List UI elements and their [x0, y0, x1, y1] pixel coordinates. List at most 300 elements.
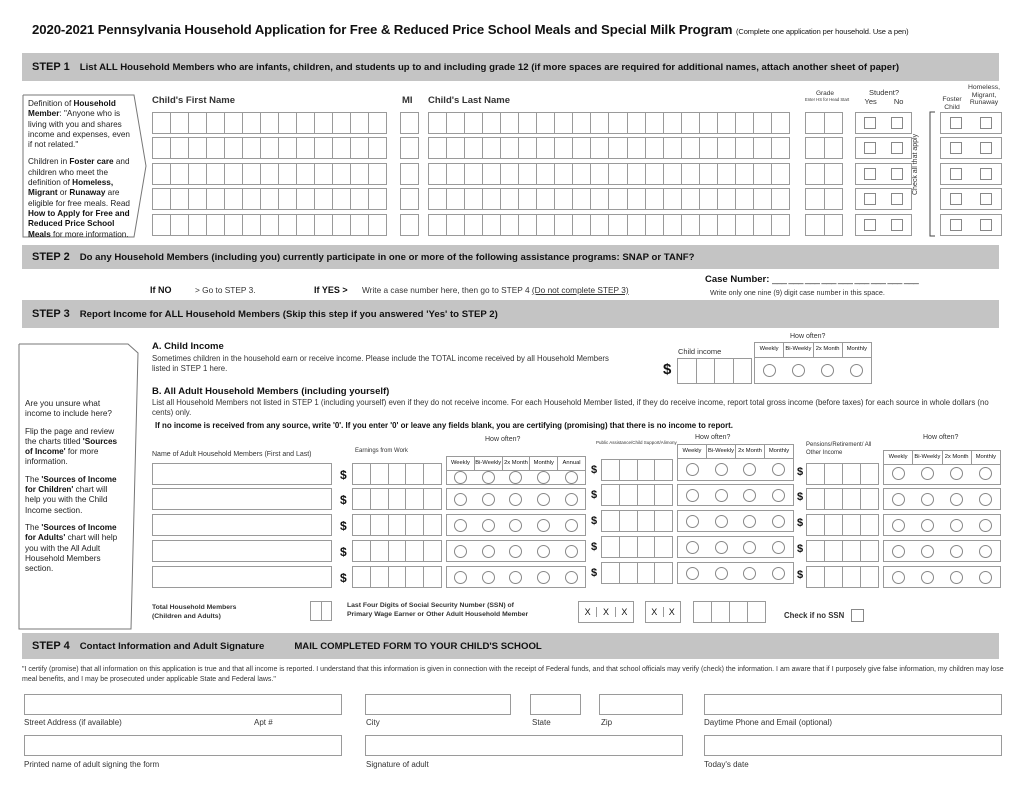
char-box[interactable]: [279, 215, 297, 235]
char-box[interactable]: [646, 113, 664, 133]
work-freq-radio[interactable]: [537, 519, 550, 532]
pension-freq-radio[interactable]: [950, 545, 963, 558]
char-box[interactable]: [261, 215, 279, 235]
char-box[interactable]: [406, 541, 424, 561]
work-freq-radio[interactable]: [565, 571, 578, 584]
char-box[interactable]: [189, 113, 207, 133]
char-box[interactable]: [700, 164, 718, 184]
char-box[interactable]: [664, 215, 682, 235]
char-box[interactable]: [333, 189, 351, 209]
public-assistance-input[interactable]: [601, 536, 673, 558]
work-freq-radio[interactable]: [509, 493, 522, 506]
char-box[interactable]: [225, 113, 243, 133]
char-box[interactable]: [628, 215, 646, 235]
char-box[interactable]: [207, 113, 225, 133]
char-box[interactable]: [371, 515, 389, 535]
char-box[interactable]: [401, 215, 418, 235]
char-box[interactable]: [682, 189, 700, 209]
char-box[interactable]: [261, 189, 279, 209]
total-members-input[interactable]: [310, 601, 332, 621]
char-box[interactable]: [501, 113, 519, 133]
char-box[interactable]: [772, 164, 789, 184]
ssn-last-four-input[interactable]: [693, 601, 766, 623]
case-number-field[interactable]: Case Number: ___ ___ ___ ___ ___ ___ ___ ___ ___: [705, 274, 919, 285]
public-freq-radio[interactable]: [743, 489, 756, 502]
work-freq-radio[interactable]: [454, 519, 467, 532]
child-first-name-input[interactable]: [152, 214, 387, 236]
char-box[interactable]: [465, 113, 483, 133]
char-box[interactable]: [655, 511, 672, 531]
char-box[interactable]: [736, 189, 754, 209]
child-mi-input[interactable]: [400, 188, 419, 210]
earnings-input[interactable]: [352, 566, 442, 588]
char-box[interactable]: [537, 164, 555, 184]
homeless-migrant-runaway-checkbox[interactable]: [980, 168, 992, 180]
child-freq-radio[interactable]: [850, 364, 863, 377]
child-freq-radio[interactable]: [763, 364, 776, 377]
char-box[interactable]: [171, 138, 189, 158]
char-box[interactable]: [700, 113, 718, 133]
work-freq-radio[interactable]: [454, 545, 467, 558]
char-box[interactable]: [153, 164, 171, 184]
char-box[interactable]: [718, 113, 736, 133]
char-box[interactable]: [861, 515, 878, 535]
char-box[interactable]: [447, 215, 465, 235]
public-freq-radio[interactable]: [686, 541, 699, 554]
char-box[interactable]: [369, 113, 386, 133]
char-box[interactable]: [807, 541, 825, 561]
char-box[interactable]: [429, 138, 447, 158]
char-box[interactable]: [591, 113, 609, 133]
public-freq-radio[interactable]: [686, 463, 699, 476]
char-box[interactable]: [424, 515, 441, 535]
char-box[interactable]: [825, 138, 843, 158]
char-box[interactable]: [638, 485, 656, 505]
char-box[interactable]: [609, 113, 627, 133]
work-freq-radio[interactable]: [565, 545, 578, 558]
public-assistance-input[interactable]: [601, 510, 673, 532]
work-freq-radio[interactable]: [454, 471, 467, 484]
child-last-name-input[interactable]: [428, 214, 790, 236]
char-box[interactable]: [655, 460, 672, 480]
child-freq-radio[interactable]: [821, 364, 834, 377]
char-box[interactable]: [501, 138, 519, 158]
char-box[interactable]: [243, 164, 261, 184]
char-box[interactable]: [424, 489, 441, 509]
char-box[interactable]: [483, 215, 501, 235]
char-box[interactable]: [315, 164, 333, 184]
student-yes-checkbox[interactable]: [864, 117, 876, 129]
char-box[interactable]: [225, 138, 243, 158]
child-mi-input[interactable]: [400, 214, 419, 236]
char-box[interactable]: [207, 215, 225, 235]
pension-freq-radio[interactable]: [921, 519, 934, 532]
public-freq-radio[interactable]: [686, 515, 699, 528]
char-box[interactable]: [389, 464, 407, 484]
char-box[interactable]: [602, 511, 620, 531]
char-box[interactable]: [772, 138, 789, 158]
char-box[interactable]: [646, 189, 664, 209]
public-freq-radio[interactable]: [743, 541, 756, 554]
student-yes-checkbox[interactable]: [864, 142, 876, 154]
public-freq-radio[interactable]: [715, 567, 728, 580]
char-box[interactable]: [682, 138, 700, 158]
char-box[interactable]: [638, 563, 656, 583]
char-box[interactable]: [620, 563, 638, 583]
char-box[interactable]: [609, 138, 627, 158]
work-freq-radio[interactable]: [482, 545, 495, 558]
char-box[interactable]: [189, 215, 207, 235]
char-box[interactable]: [638, 460, 656, 480]
char-box[interactable]: [429, 164, 447, 184]
char-box[interactable]: [591, 189, 609, 209]
char-box[interactable]: [736, 113, 754, 133]
char-box[interactable]: [638, 537, 656, 557]
pension-freq-radio[interactable]: [979, 571, 992, 584]
student-yes-checkbox[interactable]: [864, 219, 876, 231]
pension-freq-radio[interactable]: [950, 467, 963, 480]
char-box[interactable]: [369, 164, 386, 184]
char-box[interactable]: [555, 138, 573, 158]
public-freq-radio[interactable]: [743, 463, 756, 476]
char-box[interactable]: [447, 138, 465, 158]
pension-income-input[interactable]: [806, 566, 879, 588]
char-box[interactable]: [225, 215, 243, 235]
char-box[interactable]: [371, 464, 389, 484]
char-box[interactable]: [628, 113, 646, 133]
char-box[interactable]: [351, 215, 369, 235]
pension-freq-radio[interactable]: [979, 519, 992, 532]
pension-freq-radio[interactable]: [921, 493, 934, 506]
char-box[interactable]: [573, 189, 591, 209]
public-freq-radio[interactable]: [772, 515, 785, 528]
char-box[interactable]: [555, 113, 573, 133]
pension-income-input[interactable]: [806, 463, 879, 485]
public-freq-radio[interactable]: [715, 541, 728, 554]
char-box[interactable]: [664, 113, 682, 133]
char-box[interactable]: [519, 138, 537, 158]
do-not-complete-step3-link[interactable]: (Do not complete STEP 3): [531, 285, 629, 295]
public-freq-radio[interactable]: [686, 567, 699, 580]
foster-checkbox[interactable]: [950, 193, 962, 205]
work-freq-radio[interactable]: [565, 519, 578, 532]
char-box[interactable]: [333, 113, 351, 133]
char-box[interactable]: [537, 113, 555, 133]
char-box[interactable]: [609, 189, 627, 209]
char-box[interactable]: [772, 189, 789, 209]
phone-email-input[interactable]: [704, 694, 1002, 715]
work-freq-radio[interactable]: [537, 545, 550, 558]
char-box[interactable]: [389, 567, 407, 587]
char-box[interactable]: [555, 215, 573, 235]
child-first-name-input[interactable]: [152, 188, 387, 210]
char-box[interactable]: [664, 164, 682, 184]
work-freq-radio[interactable]: [509, 471, 522, 484]
pension-income-input[interactable]: [806, 514, 879, 536]
char-box[interactable]: [843, 464, 861, 484]
student-yes-checkbox[interactable]: [864, 193, 876, 205]
char-box[interactable]: [806, 215, 825, 235]
char-box[interactable]: [736, 138, 754, 158]
pension-freq-radio[interactable]: [921, 545, 934, 558]
adult-name-input[interactable]: [152, 514, 332, 536]
foster-checkbox[interactable]: [950, 142, 962, 154]
public-freq-radio[interactable]: [715, 489, 728, 502]
student-yes-checkbox[interactable]: [864, 168, 876, 180]
char-box[interactable]: [369, 189, 386, 209]
char-box[interactable]: [424, 541, 441, 561]
char-box[interactable]: [646, 138, 664, 158]
work-freq-radio[interactable]: [482, 471, 495, 484]
pension-freq-radio[interactable]: [979, 493, 992, 506]
work-freq-radio[interactable]: [509, 571, 522, 584]
char-box[interactable]: [772, 215, 789, 235]
char-box[interactable]: [537, 138, 555, 158]
char-box[interactable]: [389, 515, 407, 535]
char-box[interactable]: [243, 215, 261, 235]
child-grade-input[interactable]: [805, 188, 843, 210]
char-box[interactable]: [620, 485, 638, 505]
char-box[interactable]: [682, 215, 700, 235]
char-box[interactable]: [447, 189, 465, 209]
child-last-name-input[interactable]: [428, 112, 790, 134]
work-freq-radio[interactable]: [565, 493, 578, 506]
char-box[interactable]: [447, 164, 465, 184]
public-freq-radio[interactable]: [743, 567, 756, 580]
char-box[interactable]: [153, 189, 171, 209]
public-freq-radio[interactable]: [772, 463, 785, 476]
child-grade-input[interactable]: [805, 163, 843, 185]
char-box[interactable]: [843, 541, 861, 561]
char-box[interactable]: [519, 189, 537, 209]
pension-freq-radio[interactable]: [892, 545, 905, 558]
char-box[interactable]: [682, 164, 700, 184]
child-grade-input[interactable]: [805, 112, 843, 134]
char-box[interactable]: [351, 189, 369, 209]
char-box[interactable]: [171, 113, 189, 133]
char-box[interactable]: [333, 138, 351, 158]
public-assistance-input[interactable]: [601, 484, 673, 506]
char-box[interactable]: [664, 189, 682, 209]
char-box[interactable]: [401, 113, 418, 133]
char-box[interactable]: [243, 113, 261, 133]
char-box[interactable]: [825, 113, 843, 133]
child-last-name-input[interactable]: [428, 137, 790, 159]
char-box[interactable]: [447, 113, 465, 133]
char-box[interactable]: [519, 113, 537, 133]
child-first-name-input[interactable]: [152, 112, 387, 134]
char-box[interactable]: [628, 138, 646, 158]
char-box[interactable]: [646, 215, 664, 235]
work-freq-radio[interactable]: [482, 493, 495, 506]
foster-checkbox[interactable]: [950, 219, 962, 231]
char-box[interactable]: [261, 138, 279, 158]
student-no-checkbox[interactable]: [891, 142, 903, 154]
char-box[interactable]: [189, 189, 207, 209]
char-box[interactable]: [573, 215, 591, 235]
char-box[interactable]: [297, 113, 315, 133]
public-freq-radio[interactable]: [772, 489, 785, 502]
char-box[interactable]: [297, 138, 315, 158]
char-box[interactable]: [406, 489, 424, 509]
char-box[interactable]: [555, 164, 573, 184]
char-box[interactable]: [825, 464, 843, 484]
char-box[interactable]: [537, 215, 555, 235]
char-box[interactable]: [736, 215, 754, 235]
char-box[interactable]: [465, 215, 483, 235]
char-box[interactable]: [429, 215, 447, 235]
char-box[interactable]: [333, 164, 351, 184]
char-box[interactable]: [424, 567, 441, 587]
char-box[interactable]: [807, 515, 825, 535]
char-box[interactable]: [609, 164, 627, 184]
pension-freq-radio[interactable]: [892, 571, 905, 584]
char-box[interactable]: [401, 138, 418, 158]
char-box[interactable]: [806, 164, 825, 184]
signature-input[interactable]: [365, 735, 683, 756]
char-box[interactable]: [573, 113, 591, 133]
char-box[interactable]: [153, 215, 171, 235]
char-box[interactable]: [189, 138, 207, 158]
char-box[interactable]: [369, 138, 386, 158]
char-box[interactable]: [406, 515, 424, 535]
foster-checkbox[interactable]: [950, 168, 962, 180]
char-box[interactable]: [315, 138, 333, 158]
pension-freq-radio[interactable]: [892, 467, 905, 480]
char-box[interactable]: [519, 164, 537, 184]
char-box[interactable]: [825, 215, 843, 235]
char-box[interactable]: [861, 464, 878, 484]
child-grade-input[interactable]: [805, 214, 843, 236]
child-last-name-input[interactable]: [428, 163, 790, 185]
char-box[interactable]: [369, 215, 386, 235]
char-box[interactable]: [371, 567, 389, 587]
char-box[interactable]: [655, 485, 672, 505]
char-box[interactable]: [806, 189, 825, 209]
char-box[interactable]: [700, 215, 718, 235]
pension-freq-radio[interactable]: [950, 519, 963, 532]
char-box[interactable]: [465, 138, 483, 158]
work-freq-radio[interactable]: [565, 471, 578, 484]
homeless-migrant-runaway-checkbox[interactable]: [980, 142, 992, 154]
char-box[interactable]: [754, 113, 772, 133]
char-box[interactable]: [153, 138, 171, 158]
char-box[interactable]: [620, 511, 638, 531]
char-box[interactable]: [602, 563, 620, 583]
no-ssn-checkbox[interactable]: [851, 609, 864, 622]
child-first-name-input[interactable]: [152, 137, 387, 159]
char-box[interactable]: [501, 164, 519, 184]
char-box[interactable]: [465, 164, 483, 184]
student-no-checkbox[interactable]: [891, 193, 903, 205]
char-box[interactable]: [718, 215, 736, 235]
pension-freq-radio[interactable]: [921, 467, 934, 480]
char-box[interactable]: [153, 113, 171, 133]
adult-name-input[interactable]: [152, 566, 332, 588]
work-freq-radio[interactable]: [482, 519, 495, 532]
char-box[interactable]: [555, 189, 573, 209]
char-box[interactable]: [602, 485, 620, 505]
char-box[interactable]: [843, 489, 861, 509]
char-box[interactable]: [189, 164, 207, 184]
student-no-checkbox[interactable]: [891, 219, 903, 231]
char-box[interactable]: [279, 189, 297, 209]
work-freq-radio[interactable]: [537, 471, 550, 484]
pension-income-input[interactable]: [806, 540, 879, 562]
pension-freq-radio[interactable]: [892, 519, 905, 532]
char-box[interactable]: [371, 541, 389, 561]
char-box[interactable]: [825, 189, 843, 209]
char-box[interactable]: [429, 189, 447, 209]
city-input[interactable]: [365, 694, 511, 715]
char-box[interactable]: [225, 189, 243, 209]
pension-freq-radio[interactable]: [892, 493, 905, 506]
char-box[interactable]: [591, 138, 609, 158]
earnings-input[interactable]: [352, 514, 442, 536]
char-box[interactable]: [333, 215, 351, 235]
work-freq-radio[interactable]: [509, 519, 522, 532]
char-box[interactable]: [772, 113, 789, 133]
char-box[interactable]: [628, 164, 646, 184]
char-box[interactable]: [371, 489, 389, 509]
char-box[interactable]: [483, 164, 501, 184]
char-box[interactable]: [406, 464, 424, 484]
char-box[interactable]: [537, 189, 555, 209]
char-box[interactable]: [825, 567, 843, 587]
char-box[interactable]: [806, 138, 825, 158]
char-box[interactable]: [207, 189, 225, 209]
student-no-checkbox[interactable]: [891, 168, 903, 180]
char-box[interactable]: [207, 164, 225, 184]
public-freq-radio[interactable]: [743, 515, 756, 528]
child-income-input[interactable]: [677, 358, 752, 384]
char-box[interactable]: [655, 537, 672, 557]
work-freq-radio[interactable]: [482, 571, 495, 584]
char-box[interactable]: [736, 164, 754, 184]
public-freq-radio[interactable]: [715, 463, 728, 476]
public-freq-radio[interactable]: [772, 541, 785, 554]
char-box[interactable]: [297, 164, 315, 184]
char-box[interactable]: [825, 515, 843, 535]
child-grade-input[interactable]: [805, 137, 843, 159]
homeless-migrant-runaway-checkbox[interactable]: [980, 193, 992, 205]
char-box[interactable]: [807, 464, 825, 484]
child-mi-input[interactable]: [400, 112, 419, 134]
foster-checkbox[interactable]: [950, 117, 962, 129]
char-box[interactable]: [807, 567, 825, 587]
char-box[interactable]: [207, 138, 225, 158]
char-box[interactable]: [279, 113, 297, 133]
public-assistance-input[interactable]: [601, 562, 673, 584]
char-box[interactable]: [843, 567, 861, 587]
char-box[interactable]: [297, 189, 315, 209]
public-freq-radio[interactable]: [715, 515, 728, 528]
char-box[interactable]: [389, 541, 407, 561]
char-box[interactable]: [519, 215, 537, 235]
char-box[interactable]: [754, 164, 772, 184]
char-box[interactable]: [825, 489, 843, 509]
char-box[interactable]: [754, 189, 772, 209]
char-box[interactable]: [700, 138, 718, 158]
char-box[interactable]: [718, 189, 736, 209]
char-box[interactable]: [389, 489, 407, 509]
adult-name-input[interactable]: [152, 540, 332, 562]
work-freq-radio[interactable]: [454, 493, 467, 506]
char-box[interactable]: [655, 563, 672, 583]
char-box[interactable]: [297, 215, 315, 235]
date-input[interactable]: [704, 735, 1002, 756]
public-assistance-input[interactable]: [601, 459, 673, 481]
